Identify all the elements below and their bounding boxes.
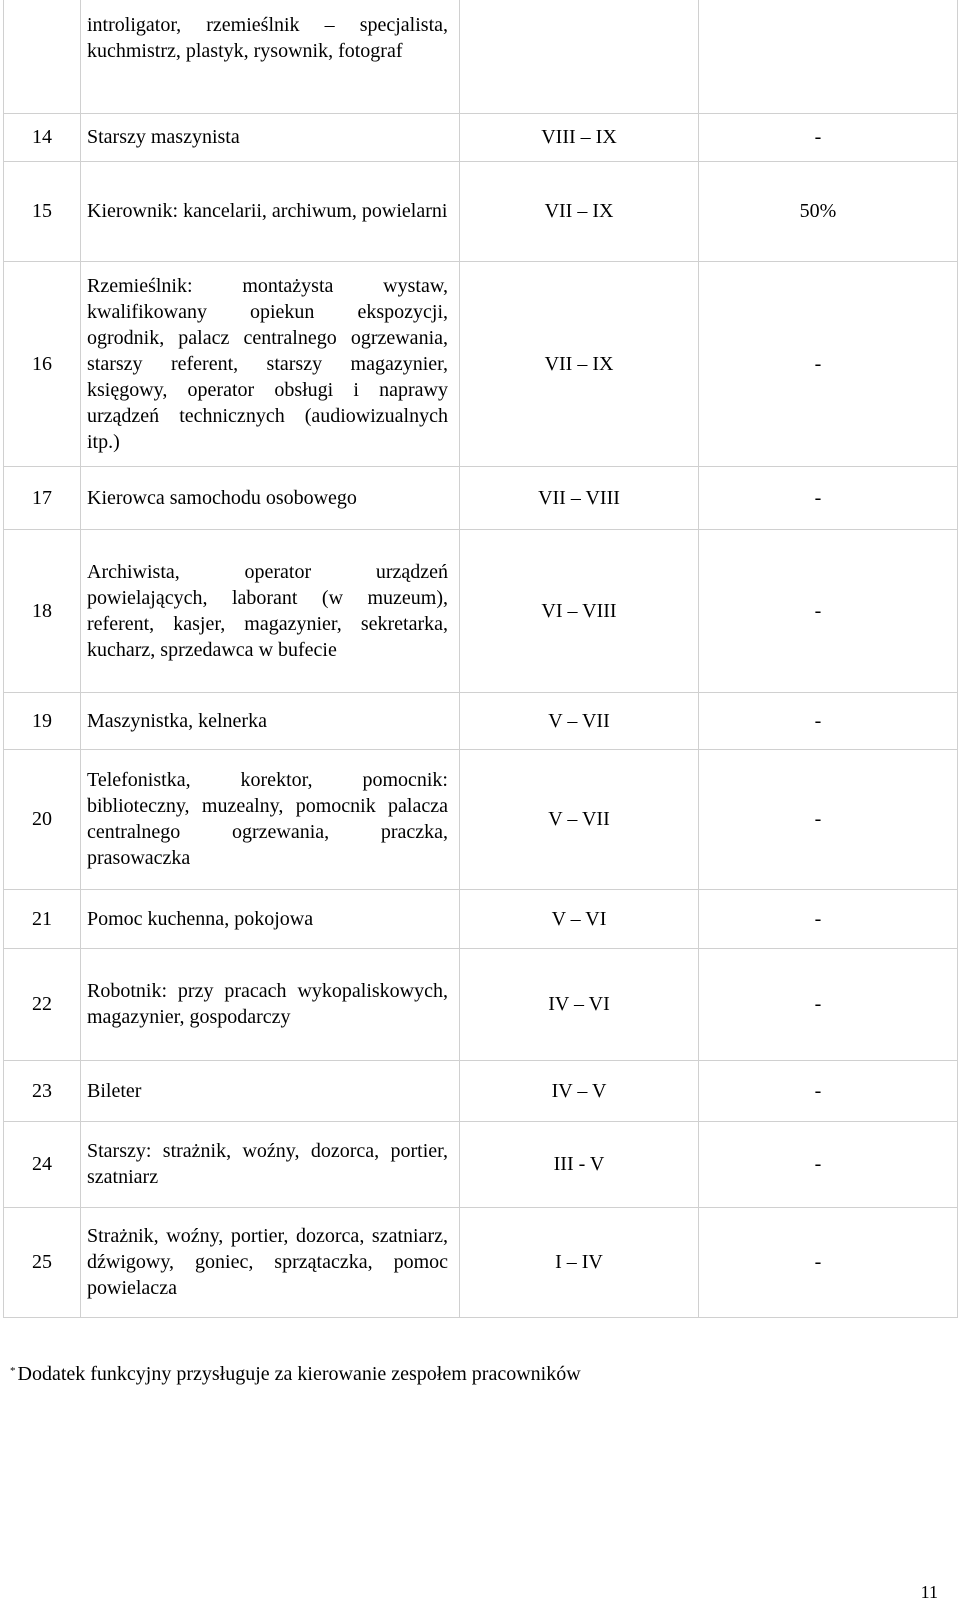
footnote-text: Dodatek funkcyjny przysługuje za kierowanie zespołem pracowników [17, 1363, 581, 1385]
row-number: 22 [4, 948, 81, 1060]
position-description: Rzemieślnik: montażysta wystaw, kwalifikowany opiekun ekspozycji, ogrodnik, palacz centralnego ogrzewania, starszy referent, starszy magazynier, księgowy, operator obsługi i naprawy urządzeń technicznych (audiowizualnych itp.) [81, 261, 460, 466]
position-description: Starszy maszynista [81, 113, 460, 161]
category-range: I – IV [460, 1207, 699, 1317]
function-bonus: - [699, 113, 958, 161]
function-bonus: - [699, 948, 958, 1060]
position-description: introligator, rzemieślnik – specjalista, kuchmistrz, plastyk, rysownik, fotograf [81, 0, 460, 113]
position-description: Starszy: strażnik, woźny, dozorca, portier, szatniarz [81, 1121, 460, 1207]
row-number: 20 [4, 749, 81, 889]
function-bonus: - [699, 529, 958, 692]
position-description: Bileter [81, 1060, 460, 1121]
table-row [4, 1121, 958, 1207]
function-bonus: - [699, 889, 958, 948]
row-number: 16 [4, 261, 81, 466]
position-description: Pomoc kuchenna, pokojowa [81, 889, 460, 948]
row-number: 17 [4, 466, 81, 529]
category-range: VII – VIII [460, 466, 699, 529]
table-row [4, 113, 958, 161]
table-row [4, 1207, 958, 1317]
table-row [4, 466, 958, 529]
table-row [4, 948, 958, 1060]
table-row [4, 261, 958, 466]
footnote [10, 1361, 581, 1387]
function-bonus: - [699, 749, 958, 889]
category-range: V – VI [460, 889, 699, 948]
category-range: VII – IX [460, 261, 699, 466]
row-number: 23 [4, 1060, 81, 1121]
table-row [4, 1060, 958, 1121]
function-bonus: 50% [699, 161, 958, 261]
row-number: 15 [4, 161, 81, 261]
function-bonus: - [699, 466, 958, 529]
positions-table-body [4, 0, 958, 1317]
function-bonus [699, 0, 958, 113]
function-bonus: - [699, 261, 958, 466]
row-number: 21 [4, 889, 81, 948]
position-description: Kierowca samochodu osobowego [81, 466, 460, 529]
function-bonus: - [699, 1207, 958, 1317]
function-bonus: - [699, 692, 958, 749]
footnote-marker: * [10, 1365, 16, 1377]
position-description: Telefonistka, korektor, pomocnik: biblioteczny, muzealny, pomocnik palacza centralnego ogrzewania, praczka, prasowaczka [81, 749, 460, 889]
category-range: V – VII [460, 692, 699, 749]
table-row [4, 692, 958, 749]
category-range [460, 0, 699, 113]
position-description: Strażnik, woźny, portier, dozorca, szatniarz, dźwigowy, goniec, sprzątaczka, pomoc powielacza [81, 1207, 460, 1317]
row-number: 19 [4, 692, 81, 749]
category-range: VIII – IX [460, 113, 699, 161]
category-range: IV – V [460, 1060, 699, 1121]
table-row [4, 0, 958, 113]
function-bonus: - [699, 1121, 958, 1207]
category-range: V – VII [460, 749, 699, 889]
table-row [4, 529, 958, 692]
row-number [4, 0, 81, 113]
row-number: 25 [4, 1207, 81, 1317]
category-range: VII – IX [460, 161, 699, 261]
category-range: III - V [460, 1121, 699, 1207]
position-description: Kierownik: kancelarii, archiwum, powielarni [81, 161, 460, 261]
positions-table [3, 0, 958, 1318]
page-number: 11 [920, 1582, 938, 1602]
position-description: Maszynistka, kelnerka [81, 692, 460, 749]
row-number: 24 [4, 1121, 81, 1207]
position-description: Archiwista, operator urządzeń powielających, laborant (w muzeum), referent, kasjer, magazynier, sekretarka, kucharz, sprzedawca w bufecie [81, 529, 460, 692]
row-number: 18 [4, 529, 81, 692]
position-description: Robotnik: przy pracach wykopaliskowych, magazynier, gospodarczy [81, 948, 460, 1060]
table-row [4, 749, 958, 889]
table-row [4, 161, 958, 261]
category-range: VI – VIII [460, 529, 699, 692]
row-number: 14 [4, 113, 81, 161]
category-range: IV – VI [460, 948, 699, 1060]
function-bonus: - [699, 1060, 958, 1121]
table-row [4, 889, 958, 948]
